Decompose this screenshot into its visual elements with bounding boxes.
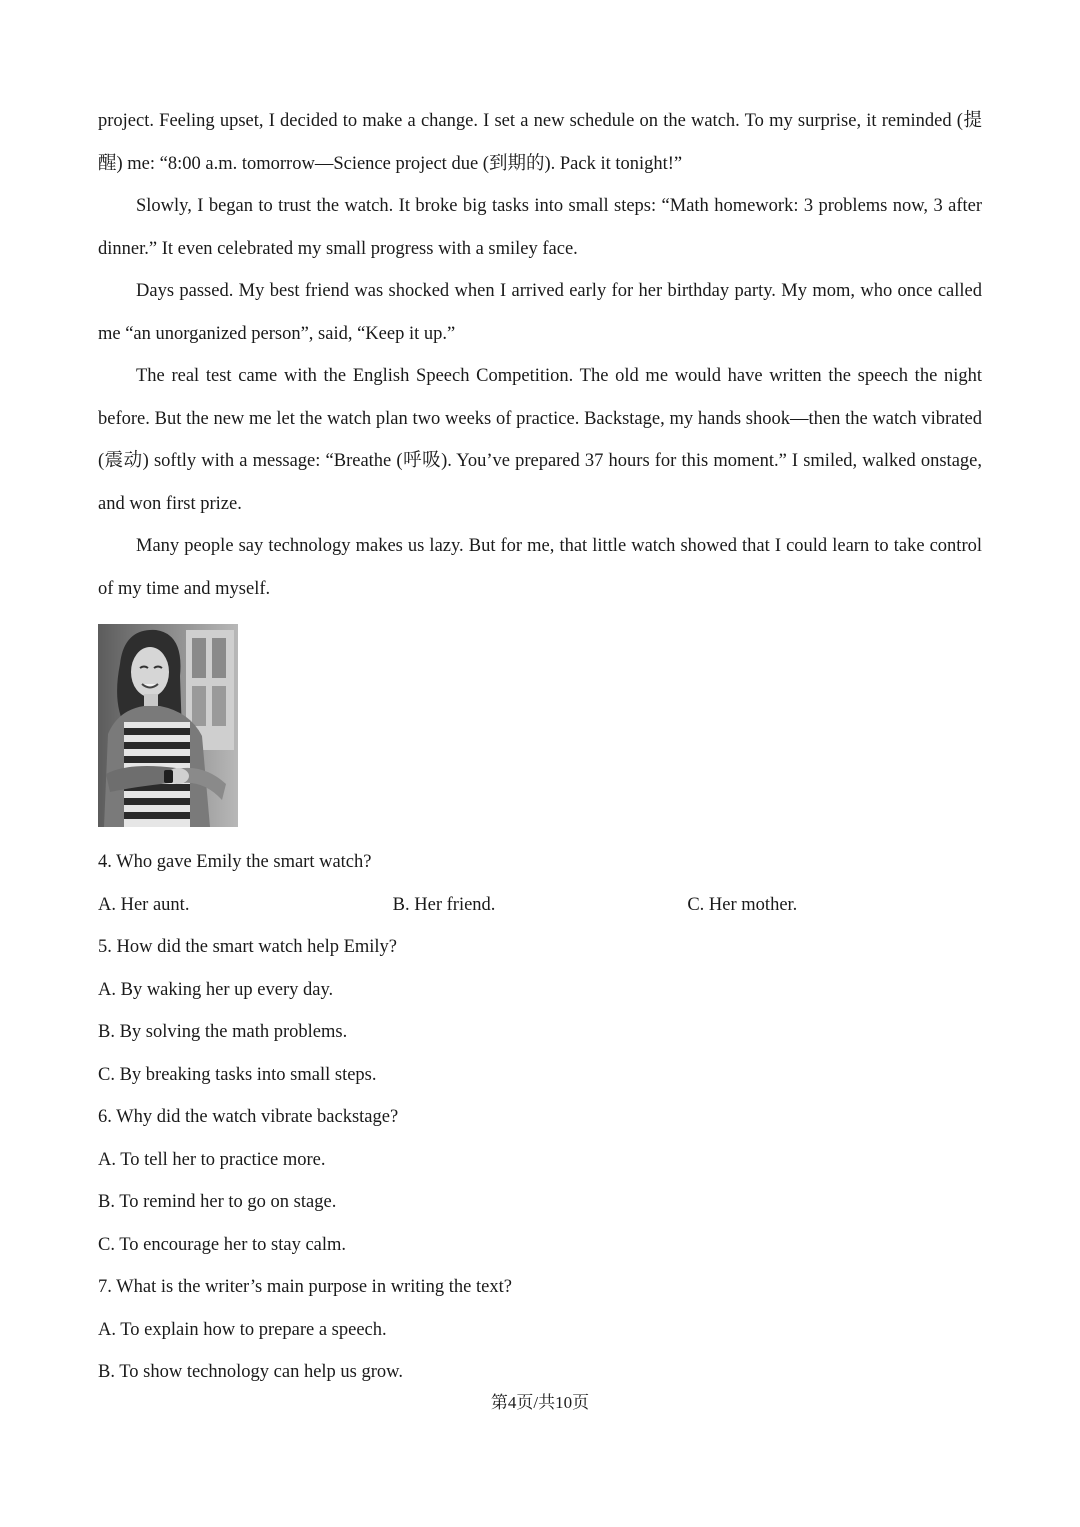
questions-section bbox=[98, 841, 982, 1394]
question-6-stem: 6. Why did the watch vibrate backstage? bbox=[98, 1107, 399, 1127]
question-6-option-c: C. To encourage her to stay calm. bbox=[98, 1234, 347, 1255]
question-5-option-b: B. By solving the math problems. bbox=[98, 1022, 348, 1042]
question-4-stem: 4. Who gave Emily the smart watch? bbox=[98, 852, 372, 872]
question-7-option-a: A. To explain how to prepare a speech. bbox=[98, 1319, 387, 1340]
passage-paragraph-4: The real test came with the English Speech Competition. The old me would have written the speech the night before. But the new me let the watch plan two weeks of practice. Backstage, my hands shook—then the watch vibrated (震动) softly with a message: “Breathe (呼吸). You’ve prepared 37 hours for this moment.” I smiled, walked onstage, and won first prize. bbox=[98, 366, 982, 514]
page-number-footer: 第4页/共10页 bbox=[490, 1393, 590, 1412]
question-4-option-b: B. Her friend. bbox=[392, 894, 496, 915]
question-4-option-a: A. Her aunt. bbox=[98, 894, 190, 915]
question-7-option-b: B. To show technology can help us grow. bbox=[98, 1362, 403, 1382]
question-6-option-b: B. To remind her to go on stage. bbox=[98, 1192, 337, 1212]
question-5-option-c: C. By breaking tasks into small steps. bbox=[98, 1064, 377, 1085]
document-page bbox=[98, 100, 982, 1394]
question-5-option-a: A. By waking her up every day. bbox=[98, 979, 334, 1000]
question-4-option-c: C. Her mother. bbox=[687, 894, 798, 915]
question-5-stem: 5. How did the smart watch help Emily? bbox=[98, 937, 398, 957]
passage-paragraph-1: project. Feeling upset, I decided to make a change. I set a new schedule on the watch. To my surprise, it reminded (提醒) me: “8:00 a.m. tomorrow—Science project due (到期的). Pack it tonight!” bbox=[98, 111, 982, 174]
photo-illustration bbox=[98, 624, 238, 827]
passage-paragraph-3: Days passed. My best friend was shocked when I arrived early for her birthday party. My mom, who once called me “an unorganized person”, said, “Keep it up.” bbox=[98, 281, 982, 344]
question-7-stem: 7. What is the writer’s main purpose in writing the text? bbox=[98, 1277, 512, 1297]
girl-checking-smartwatch-photo bbox=[98, 624, 238, 827]
passage-paragraph-2: Slowly, I began to trust the watch. It broke big tasks into small steps: “Math homework: 3 problems now, 3 after dinner.” It even celebrated my small progress with a smiley face. bbox=[98, 196, 982, 259]
passage-paragraph-5: Many people say technology makes us lazy. But for me, that little watch showed that I could learn to take control of my time and myself. bbox=[98, 536, 982, 599]
question-6-option-a: A. To tell her to practice more. bbox=[98, 1149, 326, 1170]
question-4-options bbox=[98, 884, 982, 927]
